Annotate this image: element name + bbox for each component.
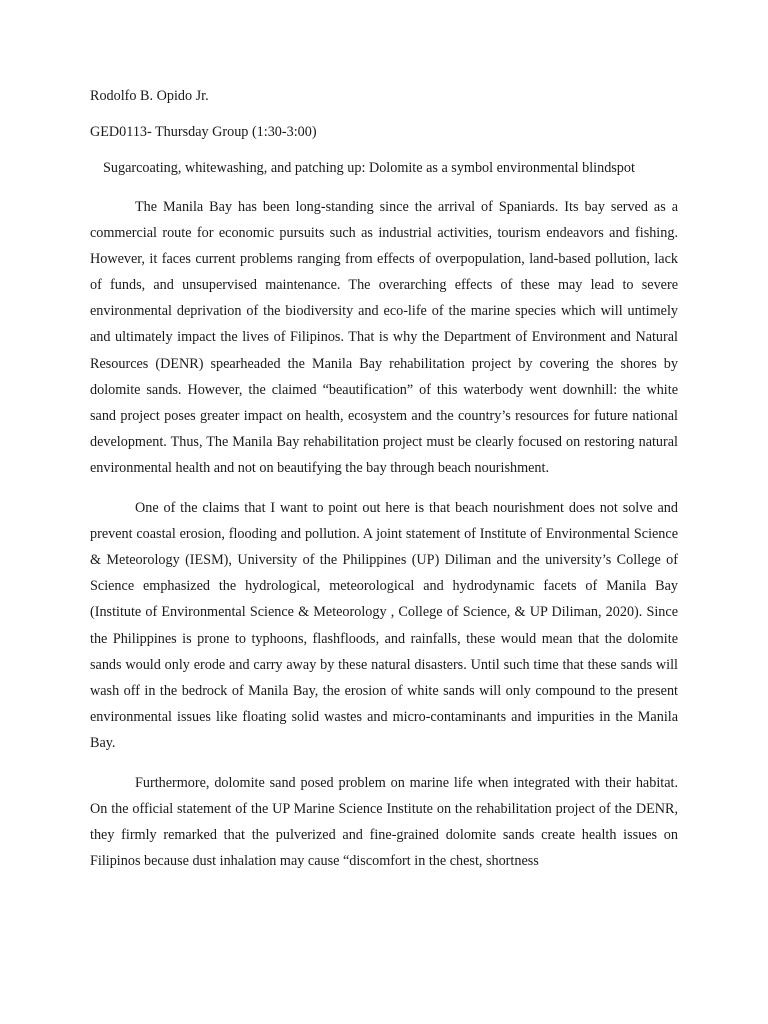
document-title: Sugarcoating, whitewashing, and patching up: Dolomite as a symbol environmental blindspot xyxy=(103,160,635,176)
author-name: Rodolfo B. Opido Jr. xyxy=(90,88,209,104)
document-body xyxy=(90,86,678,888)
course-info: GED0113- Thursday Group (1:30-3:00) xyxy=(90,124,317,140)
paragraph-2: One of the claims that I want to point out here is that beach nourishment does not solve and prevent coastal erosion, flooding and pollution. A joint statement of Institute of Environmental Science & Meteorology (IESM), University of the Philippines (UP) Diliman and the university’s College of Science emphasized the hydrological, meteorological and hydrodynamic facets of Manila Bay (Institute of Environmental Science & Meteorology , College of Science, & UP Diliman, 2020). Since the Philippines is prone to typhoons, flashfloods, and rainfalls, these would mean that the dolomite sands would only erode and carry away by these natural disasters. Until such time that these sands will wash off in the bedrock of Manila Bay, the erosion of white sands will only compound to the present environmental issues like floating solid wastes and micro-contaminants and impurities in the Manila Bay. xyxy=(90,500,678,751)
paragraph-3: Furthermore, dolomite sand posed problem on marine life when integrated with their habitat. On the official statement of the UP Marine Science Institute on the rehabilitation project of the DENR, they firmly remarked that the pulverized and fine-grained dolomite sands create health issues on Filipinos because dust inhalation may cause “discomfort in the chest, shortness xyxy=(90,774,678,870)
paragraph-1: The Manila Bay has been long-standing since the arrival of Spaniards. Its bay served as a commercial route for economic pursuits such as industrial activities, tourism endeavors and fishing. However, it faces current problems ranging from effects of overpopulation, land-based pollution, lack of funds, and unsupervised maintenance. The overarching effects of these may lead to severe environmental deprivation of the biodiversity and eco-life of the marine species which will untimely and ultimately impact the lives of Filipinos. That is why the Department of Environment and Natural Resources (DENR) spearheaded the Manila Bay rehabilitation project by covering the shores by dolomite sands. However, the claimed “beautification” of this waterbody went downhill: the white sand project poses greater impact on health, ecosystem and the country’s resources for future national development. Thus, The Manila Bay rehabilitation project must be clearly focused on restoring natural environmental health and not on beautifying the bay through beach nourishment. xyxy=(90,199,678,476)
